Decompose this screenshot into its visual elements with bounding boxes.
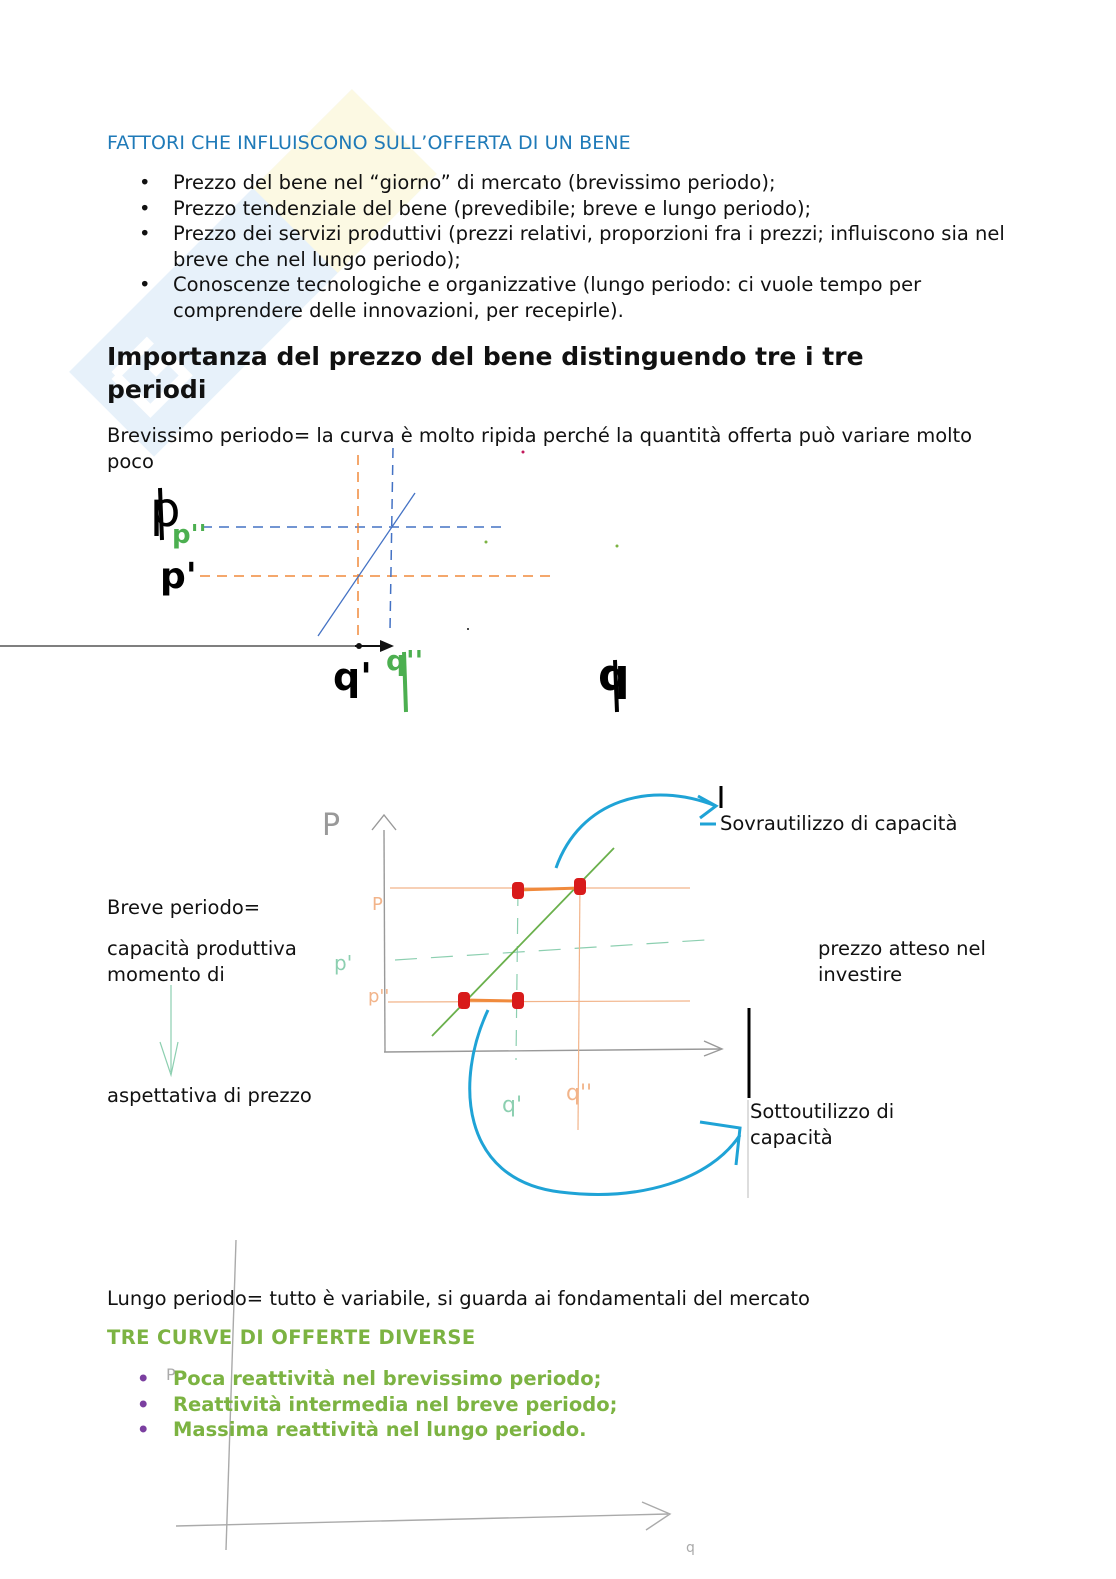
breve-title: Breve periodo=: [107, 896, 261, 919]
q2-guide: [390, 448, 393, 630]
bullet-icon: •: [137, 1367, 150, 1390]
sottoutilizzo-label: Sottoutilizzo di capacità: [750, 1100, 895, 1149]
marker: [616, 545, 619, 548]
p2-line: [388, 1001, 690, 1002]
label-q: q: [686, 1540, 695, 1556]
marker: [522, 451, 525, 454]
label-q1: q': [333, 655, 372, 699]
label-q1: q': [502, 1093, 523, 1118]
supply-curve: [318, 493, 415, 636]
marker: [356, 643, 362, 649]
dot-marker: [458, 992, 470, 1009]
label-p: P: [166, 1365, 176, 1384]
p1-line: [395, 940, 705, 960]
q-axis: [384, 1049, 720, 1052]
bullet-icon: •: [139, 196, 151, 220]
label-p1: p': [160, 556, 197, 597]
dot-marker: [512, 882, 524, 899]
marker: [485, 541, 488, 544]
label-q: q: [598, 650, 630, 701]
label-p-line: P: [372, 894, 383, 915]
aspettativa-text: aspettativa di prezzo: [107, 1084, 312, 1107]
bullet-icon: •: [137, 1418, 150, 1441]
dot-marker: [574, 878, 586, 895]
label-p1: p': [334, 951, 353, 975]
bullet-icon: •: [139, 273, 151, 296]
label-p: p: [150, 482, 181, 538]
arrow-sovra: [556, 795, 716, 868]
lungo-text: Lungo periodo= tutto è variabile, si guarda ai fondamentali del mercato: [107, 1287, 810, 1310]
label-q2: q'': [566, 1081, 593, 1106]
q-axis: [176, 1514, 668, 1526]
section-title: FATTORI CHE INFLUISCONO SULL’OFFERTA DI UN BENE: [107, 132, 631, 154]
down-arrow-head: [160, 1042, 178, 1075]
breve-left-text: capacità produttiva momento di: [107, 937, 297, 986]
gap-bottom: [464, 1000, 518, 1001]
dot-marker: [512, 992, 524, 1009]
bullet-icon: •: [137, 1392, 150, 1416]
q1-line: [516, 890, 518, 1060]
q-axis-arrow: [642, 1502, 670, 1530]
p-axis-arrow: [372, 815, 396, 830]
label-p2: p'': [172, 520, 207, 550]
marker: [467, 628, 469, 630]
label-p: P: [322, 808, 341, 843]
tre-curve-title: TRE CURVE DI OFFERTE DIVERSE: [107, 1326, 476, 1349]
gap-top: [518, 888, 580, 890]
list-item: • Prezzo dei servizi produttivi (prezzi relativi, proporzioni fra i prezzi; influiscono sia nel breve che nel lungo periodo);: [139, 222, 1005, 271]
prezzo-atteso-text: prezzo atteso nel investire: [818, 937, 986, 986]
label-p2: p'': [368, 986, 390, 1007]
list-item: • Massima reattività nel lungo periodo.: [137, 1418, 587, 1441]
list-item: • Reattività intermedia nel breve periodo;: [137, 1392, 618, 1416]
sketch-brevissimo: [0, 448, 630, 712]
list-item: • Poca reattività nel brevissimo periodo;: [137, 1367, 602, 1390]
p-axis: [384, 830, 385, 1052]
bullet-icon: •: [139, 171, 151, 194]
bullet-icon: •: [139, 222, 151, 245]
page-heading: Importanza del prezzo del bene distinguendo tre i tre periodi: [107, 342, 864, 404]
sovrautilizzo-label: Sovrautilizzo di capacità: [720, 812, 958, 835]
sketch-breve: [160, 786, 749, 1198]
label-q2: q'': [386, 644, 424, 677]
brevissimo-text: Brevissimo periodo= la curva è molto ripida perché la quantità offerta può variare molto poco: [107, 424, 973, 473]
list-item: • Prezzo tendenziale del bene (prevedibile; breve e lungo periodo);: [139, 196, 812, 220]
tre-curve-list: [107, 1366, 617, 1443]
list-item: • Prezzo del bene nel “giorno” di mercato (brevissimo periodo);: [139, 171, 776, 194]
list-item: • Conoscenze tecnologiche e organizzative (lungo periodo: ci vuole tempo per comprendere delle innovazioni, per recepirle).: [139, 273, 922, 322]
